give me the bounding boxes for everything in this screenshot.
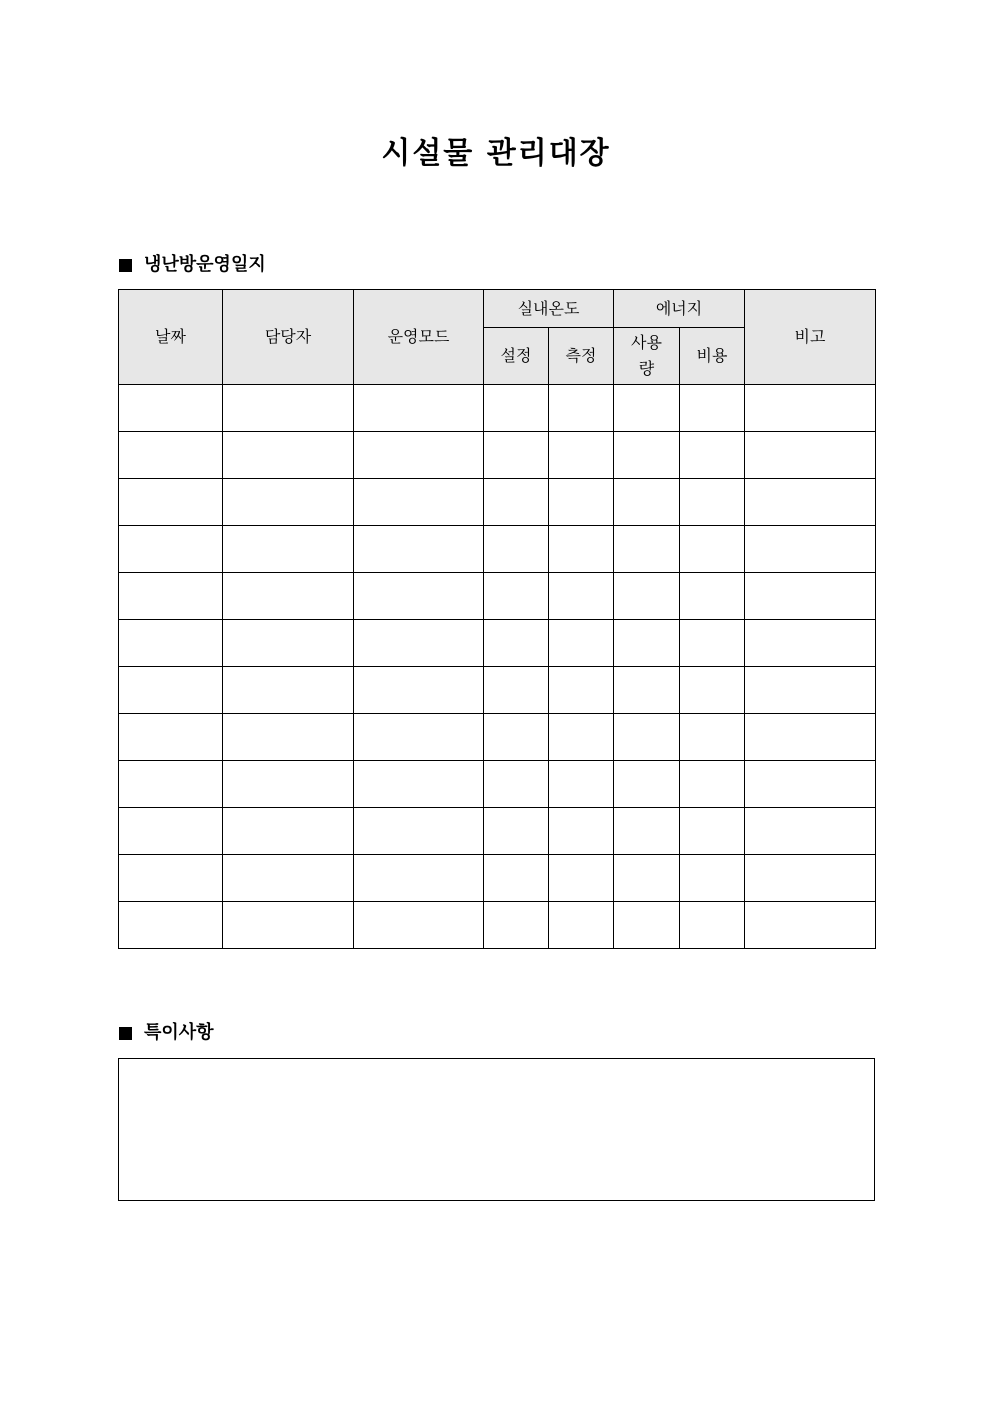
cell-manager[interactable]: [223, 620, 354, 667]
cell-energy-cost[interactable]: [680, 902, 745, 949]
cell-remarks[interactable]: [745, 432, 876, 479]
cell-temp-set[interactable]: [484, 573, 549, 620]
cell-date[interactable]: [119, 479, 223, 526]
section-heading-notes-label: 특이사항: [144, 1022, 214, 1043]
cell-temp-set[interactable]: [484, 808, 549, 855]
table-row: [119, 620, 876, 667]
cell-temp-measured[interactable]: [549, 714, 614, 761]
cell-energy-usage[interactable]: [614, 855, 680, 902]
cell-manager[interactable]: [223, 761, 354, 808]
cell-temp-measured[interactable]: [549, 573, 614, 620]
cell-date[interactable]: [119, 808, 223, 855]
cell-energy-usage[interactable]: [614, 620, 680, 667]
cell-energy-usage[interactable]: [614, 526, 680, 573]
black-square-icon: [119, 1027, 132, 1040]
cell-temp-measured[interactable]: [549, 902, 614, 949]
cell-manager[interactable]: [223, 808, 354, 855]
col-header-remarks: 비고: [745, 290, 876, 385]
cell-remarks[interactable]: [745, 808, 876, 855]
cell-remarks[interactable]: [745, 526, 876, 573]
table-row: [119, 855, 876, 902]
cell-temp-set[interactable]: [484, 620, 549, 667]
col-header-mode: 운영모드: [354, 290, 484, 385]
cell-remarks[interactable]: [745, 620, 876, 667]
table-row: [119, 902, 876, 949]
cell-temp-set[interactable]: [484, 761, 549, 808]
cell-mode[interactable]: [354, 855, 484, 902]
cell-remarks[interactable]: [745, 573, 876, 620]
table-row: [119, 761, 876, 808]
cell-mode[interactable]: [354, 620, 484, 667]
cell-energy-cost[interactable]: [680, 620, 745, 667]
cell-date[interactable]: [119, 761, 223, 808]
col-header-energy-usage: 사용량: [614, 328, 680, 385]
cell-date[interactable]: [119, 385, 223, 432]
cell-mode[interactable]: [354, 479, 484, 526]
cell-temp-measured[interactable]: [549, 761, 614, 808]
cell-energy-usage[interactable]: [614, 573, 680, 620]
page-title: 시설물 관리대장: [381, 136, 611, 171]
cell-temp-measured[interactable]: [549, 667, 614, 714]
cell-energy-cost[interactable]: [680, 667, 745, 714]
cell-energy-cost[interactable]: [680, 526, 745, 573]
cell-energy-cost[interactable]: [680, 761, 745, 808]
cell-temp-measured[interactable]: [549, 620, 614, 667]
table-row: [119, 479, 876, 526]
cell-manager[interactable]: [223, 573, 354, 620]
notes-box[interactable]: [118, 1058, 875, 1201]
col-header-date: 날짜: [119, 290, 223, 385]
table-row: [119, 573, 876, 620]
cell-energy-usage[interactable]: [614, 902, 680, 949]
cell-energy-cost[interactable]: [680, 714, 745, 761]
cell-temp-set[interactable]: [484, 526, 549, 573]
cell-temp-measured[interactable]: [549, 479, 614, 526]
table-row: [119, 667, 876, 714]
cell-temp-measured[interactable]: [549, 855, 614, 902]
cell-manager[interactable]: [223, 902, 354, 949]
cell-mode[interactable]: [354, 902, 484, 949]
cell-temp-measured[interactable]: [549, 432, 614, 479]
cell-mode[interactable]: [354, 761, 484, 808]
cell-mode[interactable]: [354, 526, 484, 573]
col-header-manager: 담당자: [223, 290, 354, 385]
cell-remarks[interactable]: [745, 667, 876, 714]
cell-remarks[interactable]: [745, 855, 876, 902]
cell-date[interactable]: [119, 432, 223, 479]
black-square-icon: [119, 259, 132, 272]
cell-manager[interactable]: [223, 432, 354, 479]
cell-mode[interactable]: [354, 714, 484, 761]
cell-energy-usage[interactable]: [614, 667, 680, 714]
cell-energy-cost[interactable]: [680, 855, 745, 902]
cell-date[interactable]: [119, 714, 223, 761]
cell-remarks[interactable]: [745, 479, 876, 526]
cell-manager[interactable]: [223, 479, 354, 526]
section-heading-notes: [119, 1021, 214, 1045]
operation-log-table: [118, 289, 876, 949]
cell-energy-usage[interactable]: [614, 714, 680, 761]
cell-remarks[interactable]: [745, 761, 876, 808]
cell-energy-usage[interactable]: [614, 808, 680, 855]
cell-energy-cost[interactable]: [680, 808, 745, 855]
cell-energy-cost[interactable]: [680, 573, 745, 620]
cell-temp-set[interactable]: [484, 855, 549, 902]
cell-remarks[interactable]: [745, 385, 876, 432]
cell-date[interactable]: [119, 526, 223, 573]
cell-temp-set[interactable]: [484, 902, 549, 949]
cell-energy-cost[interactable]: [680, 479, 745, 526]
cell-energy-usage[interactable]: [614, 761, 680, 808]
cell-mode[interactable]: [354, 385, 484, 432]
table-row: [119, 526, 876, 573]
cell-manager[interactable]: [223, 526, 354, 573]
cell-temp-set[interactable]: [484, 714, 549, 761]
cell-temp-set[interactable]: [484, 432, 549, 479]
cell-energy-cost[interactable]: [680, 385, 745, 432]
cell-temp-set[interactable]: [484, 385, 549, 432]
cell-temp-measured[interactable]: [549, 526, 614, 573]
cell-temp-measured[interactable]: [549, 808, 614, 855]
cell-date[interactable]: [119, 855, 223, 902]
cell-energy-usage[interactable]: [614, 385, 680, 432]
cell-temp-set[interactable]: [484, 667, 549, 714]
table-row: [119, 385, 876, 432]
cell-mode[interactable]: [354, 432, 484, 479]
table-row: [119, 808, 876, 855]
cell-date[interactable]: [119, 667, 223, 714]
col-header-energy: 에너지: [614, 290, 745, 328]
table-row: [119, 432, 876, 479]
cell-manager[interactable]: [223, 667, 354, 714]
cell-remarks[interactable]: [745, 714, 876, 761]
cell-remarks[interactable]: [745, 902, 876, 949]
cell-manager[interactable]: [223, 714, 354, 761]
section-heading-log-label: 냉난방운영일지: [144, 254, 266, 275]
cell-manager[interactable]: [223, 855, 354, 902]
table-row: [119, 714, 876, 761]
cell-energy-usage[interactable]: [614, 479, 680, 526]
cell-manager[interactable]: [223, 385, 354, 432]
cell-date[interactable]: [119, 902, 223, 949]
col-header-indoor-temp: 실내온도: [484, 290, 614, 328]
cell-temp-measured[interactable]: [549, 385, 614, 432]
cell-date[interactable]: [119, 620, 223, 667]
cell-mode[interactable]: [354, 573, 484, 620]
cell-temp-set[interactable]: [484, 479, 549, 526]
col-header-temp-measured: 측정: [549, 328, 614, 385]
col-header-temp-set: 설정: [484, 328, 549, 385]
cell-date[interactable]: [119, 573, 223, 620]
col-header-energy-cost: 비용: [680, 328, 745, 385]
cell-mode[interactable]: [354, 808, 484, 855]
section-heading-log: [119, 253, 266, 277]
cell-energy-cost[interactable]: [680, 432, 745, 479]
cell-energy-usage[interactable]: [614, 432, 680, 479]
cell-mode[interactable]: [354, 667, 484, 714]
operation-log-body: [119, 385, 876, 949]
